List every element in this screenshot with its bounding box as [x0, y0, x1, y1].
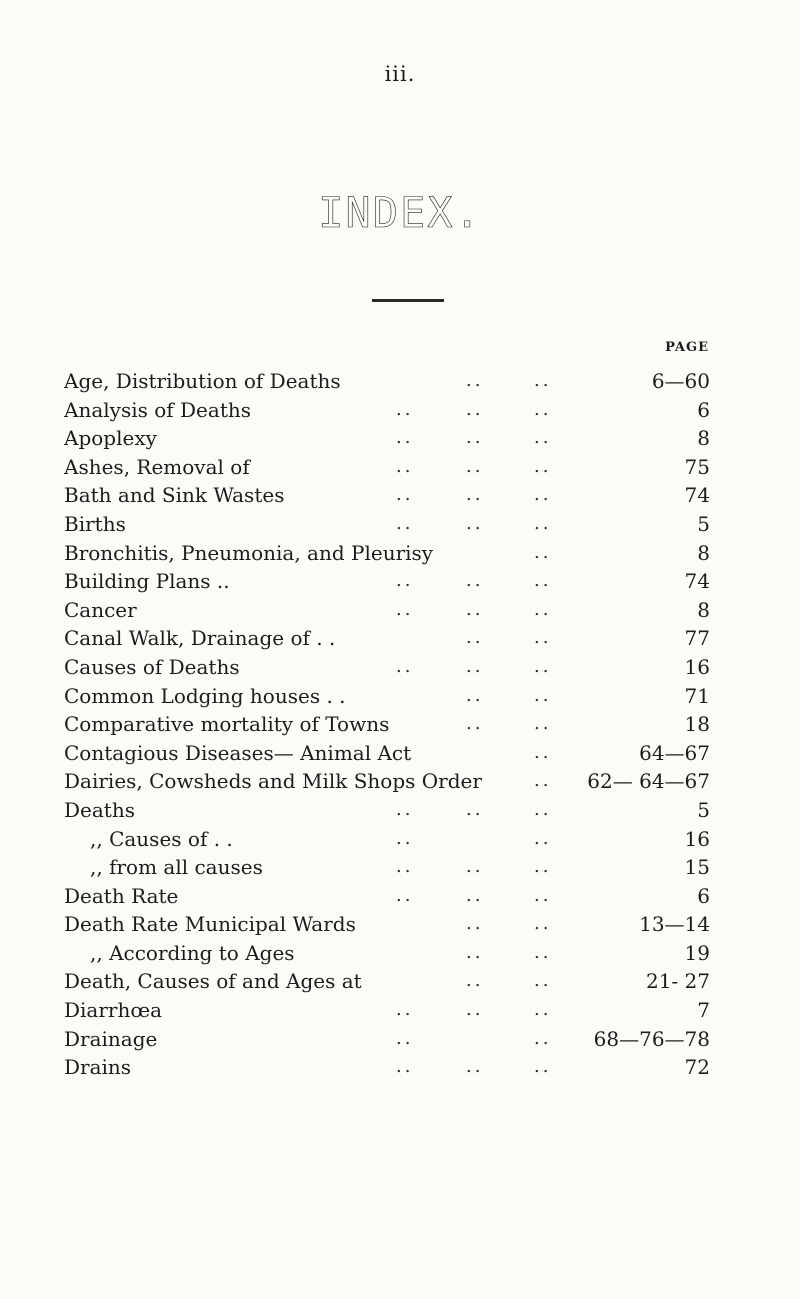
entry-label: Death, Causes of and Ages at	[64, 969, 362, 994]
leader-dots: ..	[466, 570, 484, 592]
entry-page: 75	[684, 454, 710, 479]
entry-label: Diarrhœa	[64, 998, 163, 1023]
entry-label: Drains	[64, 1055, 132, 1080]
entry-page: 77	[684, 626, 710, 651]
title-rule	[372, 299, 444, 302]
leader-dots: ..	[466, 970, 484, 992]
leader-dots: ..	[534, 941, 552, 963]
entry-page: 21- 27	[645, 969, 710, 994]
entry-label: Bronchitis, Pneumonia, and Pleurisy	[64, 540, 434, 565]
entry-label: Causes of Deaths	[64, 654, 240, 679]
leader-dots: ..	[534, 856, 552, 878]
entry-label: Bath and Sink Wastes	[64, 483, 285, 508]
leader-dots: ..	[466, 856, 484, 878]
leader-dots: ..	[534, 598, 552, 620]
entry-page: 7	[697, 998, 710, 1023]
leader-dots: ..	[534, 484, 552, 506]
index-entry	[64, 539, 710, 568]
leader-dots: ..	[534, 570, 552, 592]
leader-dots: ..	[534, 741, 552, 763]
leader-dots: ..	[534, 1056, 552, 1078]
leader-dots: ..	[534, 827, 552, 849]
index-entry	[64, 1025, 710, 1054]
entry-page: 8	[697, 426, 710, 451]
index-entry	[64, 1053, 710, 1082]
entry-label: Cancer	[64, 597, 137, 622]
leader-dots: ..	[396, 455, 414, 477]
entry-page: 8	[697, 597, 710, 622]
index-entry	[64, 996, 710, 1025]
index-entry	[64, 682, 710, 711]
leader-dots: ..	[396, 999, 414, 1021]
leader-dots: ..	[396, 1056, 414, 1078]
index-entry	[64, 939, 710, 968]
entry-label: Contagious Diseases— Animal Act	[64, 740, 412, 765]
entry-label: Death Rate Municipal Wards	[64, 912, 356, 937]
leader-dots: ..	[466, 370, 484, 391]
leader-dots: ..	[396, 570, 414, 592]
leader-dots: ..	[534, 770, 552, 792]
entry-label: Age, Distribution of Deaths	[64, 369, 341, 393]
entry-label: ,, Causes of . .	[90, 826, 233, 851]
entry-label: Deaths	[64, 797, 135, 822]
page-column-header: PAGE	[665, 340, 709, 355]
leader-dots: ..	[466, 913, 484, 935]
leader-dots: ..	[534, 655, 552, 677]
leader-dots: ..	[466, 1056, 484, 1078]
entry-label: Apoplexy	[64, 426, 157, 451]
leader-dots: ..	[534, 913, 552, 935]
leader-dots: ..	[466, 427, 484, 449]
leader-dots: ..	[466, 941, 484, 963]
leader-dots: ..	[466, 884, 484, 906]
index-entry	[64, 825, 710, 854]
entry-page: 62— 64—67	[587, 769, 710, 794]
leader-dots: ..	[466, 398, 484, 420]
entry-label: Building Plans ..	[64, 569, 230, 594]
leader-dots: ..	[396, 398, 414, 420]
index-entry	[64, 853, 710, 882]
entry-page: 6—60	[651, 369, 710, 393]
leader-dots: ..	[396, 427, 414, 449]
leader-dots: ..	[534, 370, 552, 391]
leader-dots: ..	[534, 512, 552, 534]
entry-label: Analysis of Deaths	[64, 397, 252, 422]
index-entry	[64, 624, 710, 653]
entry-page: 13—14	[639, 912, 710, 937]
index-entry	[64, 596, 710, 625]
leader-dots: ..	[534, 999, 552, 1021]
leader-dots: ..	[466, 999, 484, 1021]
leader-dots: ..	[396, 598, 414, 620]
page-title: INDEX.	[318, 188, 482, 237]
index-entry	[64, 453, 710, 482]
entry-page: 6	[697, 397, 710, 422]
index-entry	[64, 710, 710, 739]
entry-page: 74	[684, 569, 710, 594]
index-entry	[64, 396, 710, 425]
leader-dots: ..	[534, 970, 552, 992]
leader-dots: ..	[396, 827, 414, 849]
index-entry	[64, 910, 710, 939]
leader-dots: ..	[534, 427, 552, 449]
leader-dots: ..	[534, 627, 552, 649]
index-entry	[64, 510, 710, 539]
leader-dots: ..	[396, 484, 414, 506]
entry-page: 15	[684, 855, 710, 880]
leader-dots: ..	[534, 398, 552, 420]
entry-page: 5	[697, 797, 710, 822]
leader-dots: ..	[466, 627, 484, 649]
leader-dots: ..	[534, 798, 552, 820]
entry-page: 6	[697, 883, 710, 908]
entry-label: Drainage	[64, 1026, 158, 1051]
leader-dots: ..	[534, 541, 552, 563]
entry-page: 72	[684, 1055, 710, 1080]
index-entry	[64, 653, 710, 682]
leader-dots: ..	[466, 713, 484, 735]
leader-dots: ..	[466, 484, 484, 506]
entry-page: 19	[684, 940, 710, 965]
entry-label: Ashes, Removal of	[64, 454, 250, 479]
entry-page: 16	[684, 654, 710, 679]
leader-dots: ..	[466, 655, 484, 677]
entry-page: 5	[697, 511, 710, 536]
leader-dots: ..	[466, 598, 484, 620]
entry-page: 64—67	[639, 740, 710, 765]
entry-page: 8	[697, 540, 710, 565]
leader-dots: ..	[396, 856, 414, 878]
entry-page: 74	[684, 483, 710, 508]
entry-label: Death Rate	[64, 883, 179, 908]
leader-dots: ..	[534, 684, 552, 706]
index-entry	[64, 481, 710, 510]
entry-label: ,, According to Ages	[90, 940, 295, 965]
leader-dots: ..	[466, 512, 484, 534]
leader-dots: ..	[466, 455, 484, 477]
leader-dots: ..	[466, 684, 484, 706]
entry-page: 18	[684, 712, 710, 737]
index-entry	[64, 767, 710, 796]
index-entry	[64, 739, 710, 768]
leader-dots: ..	[396, 884, 414, 906]
leader-dots: ..	[396, 798, 414, 820]
entry-page: 68—76—78	[593, 1026, 710, 1051]
leader-dots: ..	[466, 798, 484, 820]
leader-dots: ..	[396, 512, 414, 534]
index-entry	[64, 967, 710, 996]
leader-dots: ..	[534, 713, 552, 735]
leader-dots: ..	[396, 1027, 414, 1049]
entry-label: Canal Walk, Drainage of . .	[64, 626, 336, 651]
entry-label: Births	[64, 511, 126, 536]
entry-label: Common Lodging houses . .	[64, 683, 346, 708]
index-entry	[64, 796, 710, 825]
leader-dots: ..	[534, 884, 552, 906]
entry-label: ,, from all causes	[90, 855, 263, 880]
entry-label: Comparative mortality of Towns	[64, 712, 390, 737]
index-list	[64, 367, 710, 1082]
leader-dots: ..	[534, 455, 552, 477]
entry-page: 16	[684, 826, 710, 851]
leader-dots: ..	[396, 655, 414, 677]
index-entry	[64, 367, 710, 396]
entry-label: Dairies, Cowsheds and Milk Shops Order	[64, 769, 482, 794]
index-entry	[64, 424, 710, 453]
leader-dots: ..	[534, 1027, 552, 1049]
index-entry	[64, 567, 710, 596]
index-entry	[64, 882, 710, 911]
entry-page: 71	[684, 683, 710, 708]
page-number: iii.	[384, 62, 416, 86]
